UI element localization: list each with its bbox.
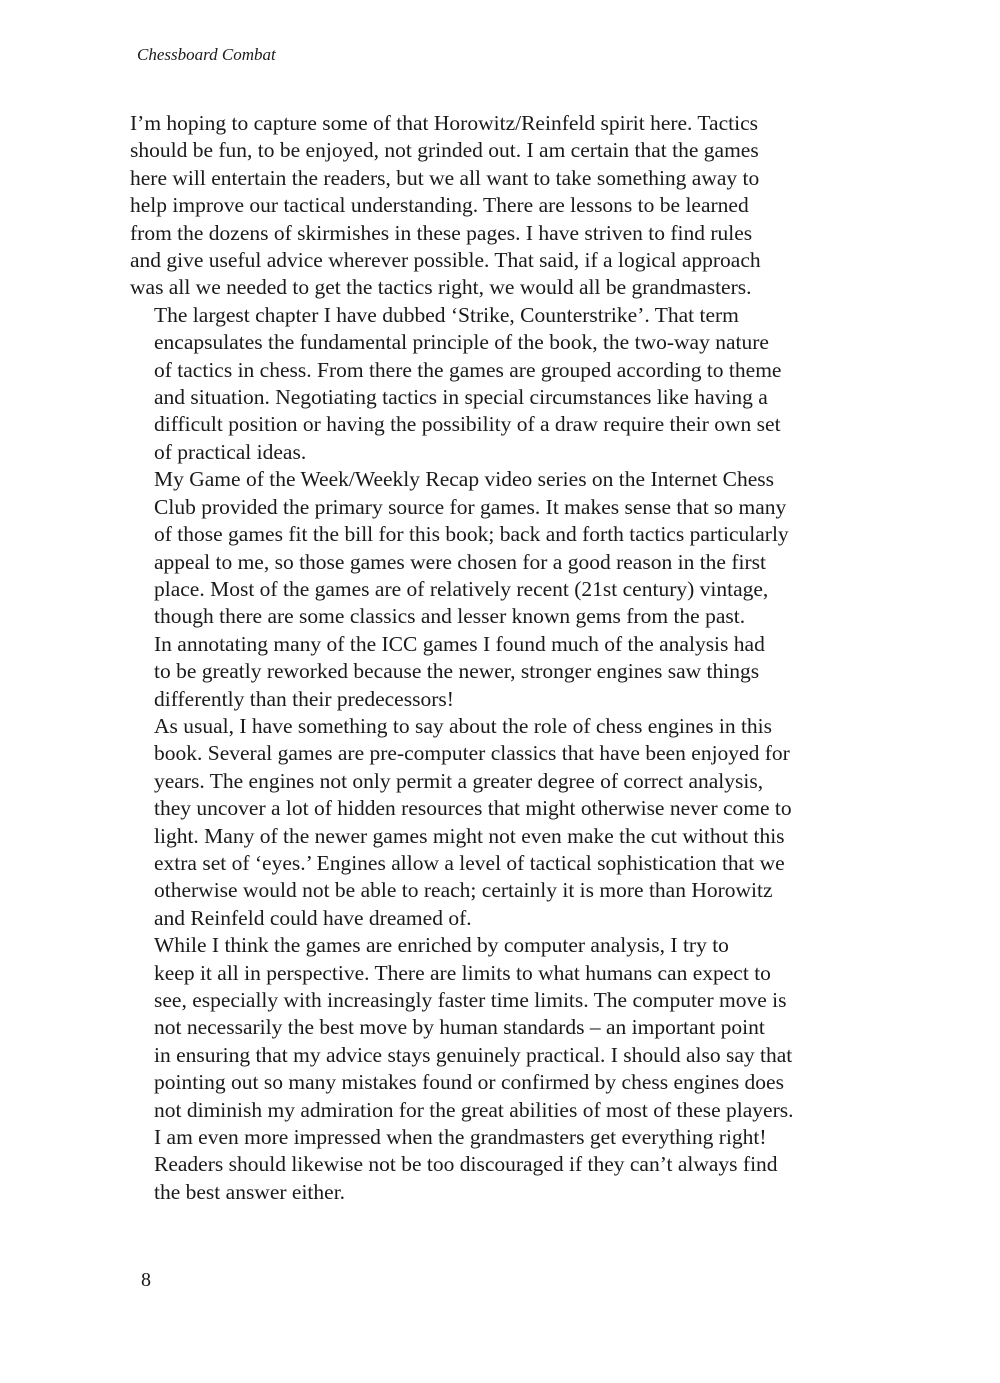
text-line: As usual, I have something to say about the role of chess engines in this (154, 713, 773, 738)
running-head-title: Chessboard Combat (137, 45, 276, 64)
text-line: Club provided the primary source for games. It makes sense that so many (154, 494, 787, 519)
text-line: and Reinfeld could have dreamed of. (154, 905, 472, 930)
text-line: extra set of ‘eyes.’ Engines allow a level of tactical sophistication that we (154, 850, 785, 875)
text-line: to be greatly reworked because the newer, stronger engines saw things (154, 659, 760, 684)
text-line: see, especially with increasingly faster time limits. The computer move is (154, 988, 787, 1012)
text-line: Readers should likewise not be too discouraged if they can’t always find (154, 1152, 778, 1177)
text-line: My Game of the Week/Weekly Recap video series on the Internet Chess (154, 467, 775, 492)
text-line: not necessarily the best move by human standards – an important point (154, 1015, 765, 1040)
text-line: here will entertain the readers, but we all want to take something away to (130, 165, 760, 190)
text-line: light. Many of the newer games might not even make the cut without this (154, 823, 785, 848)
text-line: should be fun, to be enjoyed, not grinded out. I am certain that the games (130, 138, 759, 163)
text-line: and situation. Negotiating tactics in special circumstances like having a (154, 385, 768, 410)
text-line: otherwise would not be able to reach; certainly it is more than Horowitz (154, 878, 773, 903)
body-text (130, 110, 870, 1206)
text-line: the best answer either. (154, 1179, 346, 1204)
text-line: they uncover a lot of hidden resources that might otherwise never come to (154, 796, 792, 821)
text-line: of tactics in chess. From there the games are grouped according to theme (154, 357, 782, 382)
text-line: The largest chapter I have dubbed ‘Strike, Counterstrike’. That term (154, 302, 739, 327)
text-line: While I think the games are enriched by computer analysis, I try to (154, 933, 729, 958)
text-line: difficult position or having the possibility of a draw require their own set (154, 412, 781, 437)
paragraph (130, 631, 870, 713)
paragraph (130, 932, 870, 1206)
text-line: help improve our tactical understanding. There are lessons to be learned (130, 193, 749, 218)
text-line: encapsulates the fundamental principle of the book, the two-way nature (154, 330, 769, 355)
text-line: of those games fit the bill for this book; back and forth tactics particularly (154, 522, 789, 547)
paragraph (130, 110, 870, 302)
text-line: keep it all in perspective. There are limits to what humans can expect to (154, 960, 771, 985)
text-line: In annotating many of the ICC games I found much of the analysis had (154, 631, 765, 656)
text-line: place. Most of the games are of relatively recent (21st century) vintage, (154, 576, 769, 601)
text-line: not diminish my admiration for the great abilities of most of these players. (154, 1097, 794, 1122)
text-line: from the dozens of skirmishes in these pages. I have striven to find rules (130, 220, 753, 245)
text-line: differently than their predecessors! (154, 686, 454, 711)
paragraph (130, 713, 870, 932)
page-number: 8 (141, 1269, 151, 1291)
paragraph (130, 302, 870, 466)
text-line: was all we needed to get the tactics right, we would all be grandmasters. (130, 275, 752, 300)
text-line: though there are some classics and lesser known gems from the past. (154, 604, 746, 629)
text-line: I’m hoping to capture some of that Horowitz/Reinfeld spirit here. Tactics (130, 111, 758, 135)
text-line: I am even more impressed when the grandmasters get everything right! (154, 1125, 767, 1150)
text-line: of practical ideas. (154, 439, 307, 464)
text-line: in ensuring that my advice stays genuinely practical. I should also say that (154, 1042, 793, 1067)
text-line: pointing out so many mistakes found or confirmed by chess engines does (154, 1070, 784, 1095)
paragraph (130, 466, 870, 630)
text-line: years. The engines not only permit a greater degree of correct analysis, (154, 768, 764, 793)
text-line: book. Several games are pre-computer classics that have been enjoyed for (154, 741, 790, 766)
text-line: appeal to me, so those games were chosen for a good reason in the first (154, 549, 766, 574)
text-line: and give useful advice wherever possible. That said, if a logical approach (130, 248, 761, 273)
